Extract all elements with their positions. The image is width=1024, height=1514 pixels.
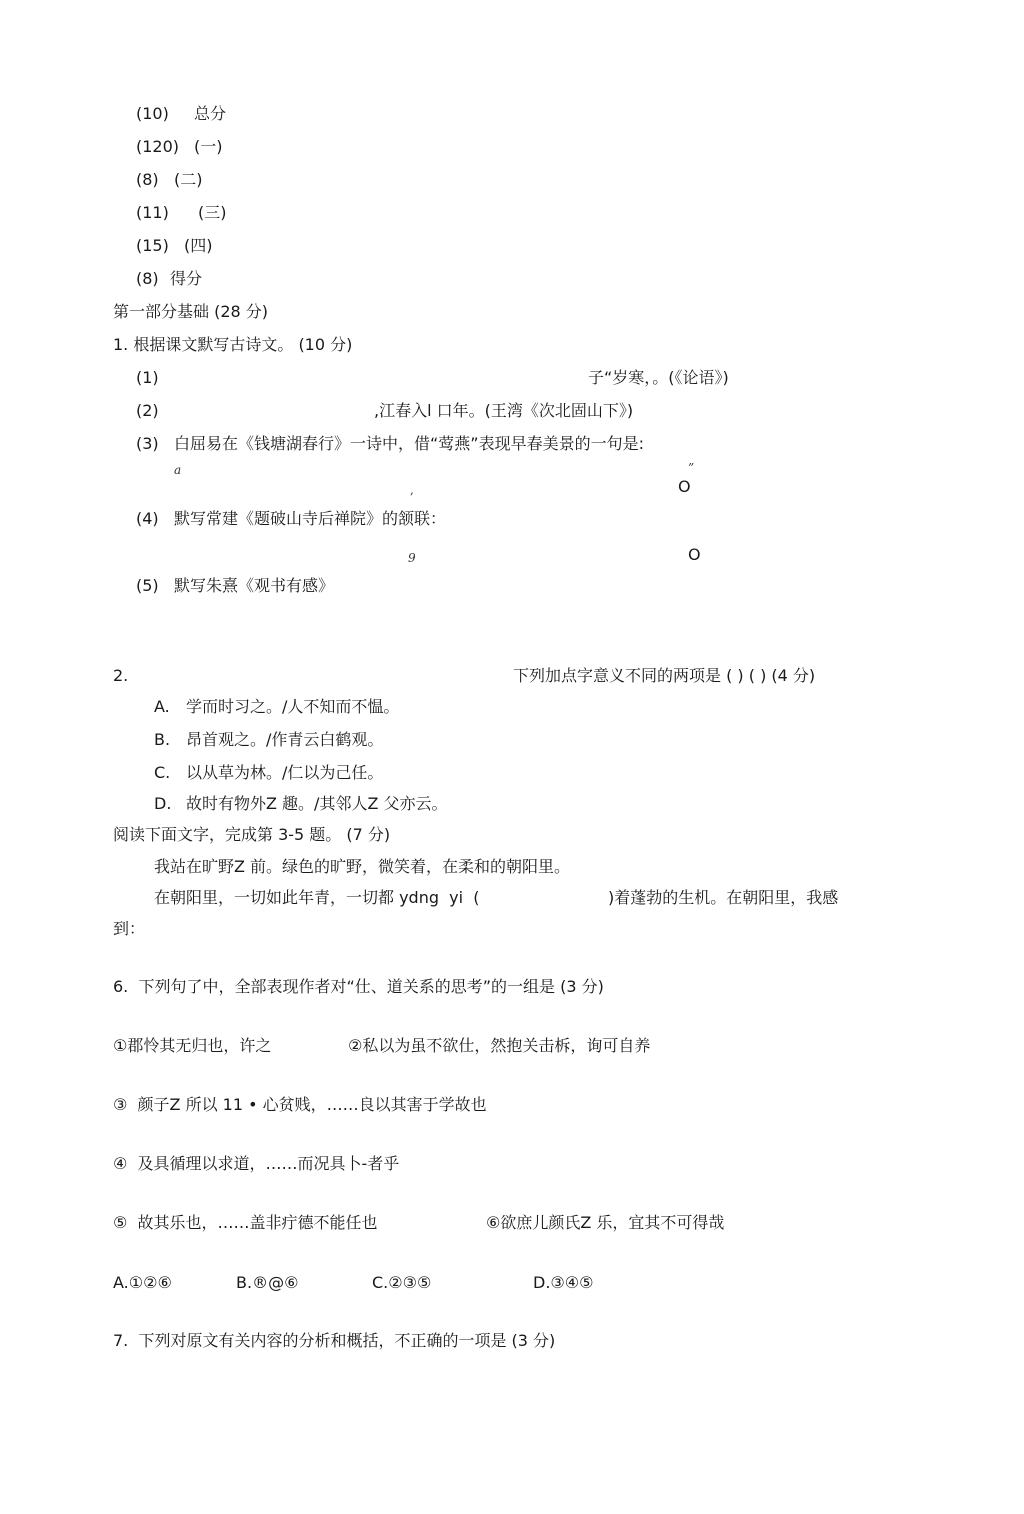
q2-num: 2.	[113, 666, 129, 685]
q6-sentence-1: ①郡怜其无归也，许之	[113, 1036, 272, 1055]
q1-item1-num: (1)	[136, 368, 159, 387]
score-row-4-num: (11)	[136, 203, 169, 222]
q1-item1-text: 子“岁寒，。(《论语》)	[588, 368, 729, 387]
q1-item4-mark-o: O	[688, 545, 701, 564]
q1-item4-text: 默写常建《题破山寺后禅院》的颔联：	[174, 509, 447, 528]
q1-item3-num: (3)	[136, 434, 159, 453]
q6-option-b: B.®@⑥	[236, 1273, 299, 1292]
q6-sentence-5: ⑤ 故其乐也，……盖非疔德不能任也	[113, 1213, 378, 1232]
q2-option-d-text: 故时有物外Z 趣。/其邻人Z 父亦云。	[186, 794, 448, 813]
q1-item4-num: (4)	[136, 509, 159, 528]
q2-option-b-text: 昂首观之。/作青云白鹤观。	[186, 730, 384, 749]
q6-option-a: A.①②⑥	[113, 1273, 172, 1292]
score-row-4-label: (三)	[198, 203, 227, 222]
q1-item5-num: (5)	[136, 576, 159, 595]
q1-item4-mark-9: 9	[408, 551, 416, 565]
q1-item3-mark-o: O	[678, 477, 691, 496]
q2-option-c-text: 以从草为林。/仁以为己任。	[186, 763, 384, 782]
q1-item5-text: 默写朱熹《观书有感》	[174, 576, 335, 595]
score-row-3-label: (二)	[174, 170, 203, 189]
q6-sentence-4: ④ 及具循理以求道，……而况具卜-者乎	[113, 1154, 400, 1173]
q1-item2-num: (2)	[136, 401, 159, 420]
q7-stem: 7. 下列对原文有关内容的分析和概括，不正确的一项是 (3 分)	[113, 1331, 556, 1350]
reading-paragraph-2c: 到：	[113, 919, 146, 938]
score-row-6-num: (8)	[136, 269, 159, 288]
q1-item3-text: 白屈易在《钱塘湖春行》一诗中，借“莺燕”表现早春美景的一句是:	[174, 434, 644, 453]
q1-stem: 1. 根据课文默写古诗文。 (10 分)	[113, 335, 353, 354]
q6-sentence-3: ③ 颜子Z 所以 11 • 心贫贱，……良以其害于学故也	[113, 1095, 487, 1114]
score-row-5-label: (四)	[184, 236, 213, 255]
reading-stem: 阅读下面文字，完成第 3-5 题。 (7 分)	[113, 825, 391, 844]
q2-option-a-text: 学而时习之。/人不知而不愠。	[186, 697, 400, 716]
q2-option-b-letter: B.	[154, 730, 171, 749]
score-row-5-num: (15)	[136, 236, 169, 255]
reading-paragraph-2a: 在朝阳里，一切如此年青，一切都 ydng yi (	[154, 888, 480, 907]
score-row-1-label: 总分	[194, 104, 227, 123]
score-row-2-num: (120)	[136, 137, 180, 156]
score-row-3-num: (8)	[136, 170, 159, 189]
q2-option-d-letter: D.	[154, 794, 172, 813]
reading-paragraph-2b: )着蓬勃的生机。在朝阳里，我感	[608, 888, 839, 907]
score-row-1-num: (10)	[136, 104, 169, 123]
q1-item3-mark-comma: ,	[410, 483, 414, 497]
score-row-6-label: 得分	[170, 269, 203, 288]
part1-heading: 第一部分基础 (28 分)	[113, 302, 269, 321]
q6-stem: 6. 下列句了中，全部表现作者对“仕、道关系的思考”的一组是 (3 分)	[113, 977, 604, 996]
q2-option-a-letter: A.	[154, 697, 170, 716]
q6-option-c: C.②③⑤	[372, 1273, 432, 1292]
q2-option-c-letter: C.	[154, 763, 171, 782]
q6-sentence-6: ⑥欲庶儿颜氏Z 乐，宜其不可得哉	[486, 1213, 725, 1232]
q1-item3-mark-a: a	[174, 463, 182, 477]
q1-item3-mark-quote: ”	[688, 461, 695, 475]
q6-option-d: D.③④⑤	[533, 1273, 594, 1292]
q2-stem: 下列加点字意义不同的两项是 ( ) ( ) (4 分)	[513, 666, 816, 685]
q1-item2-text: ,江春入l 口年。(王湾《次北固山下》)	[374, 401, 634, 420]
reading-paragraph-1: 我站在旷野Z 前。绿色的旷野，微笑着，在柔和的朝阳里。	[154, 857, 571, 876]
q6-sentence-2: ②私以为虽不欲仕，然抱关击柝，询可自养	[348, 1036, 651, 1055]
score-row-2-label: (一)	[194, 137, 223, 156]
